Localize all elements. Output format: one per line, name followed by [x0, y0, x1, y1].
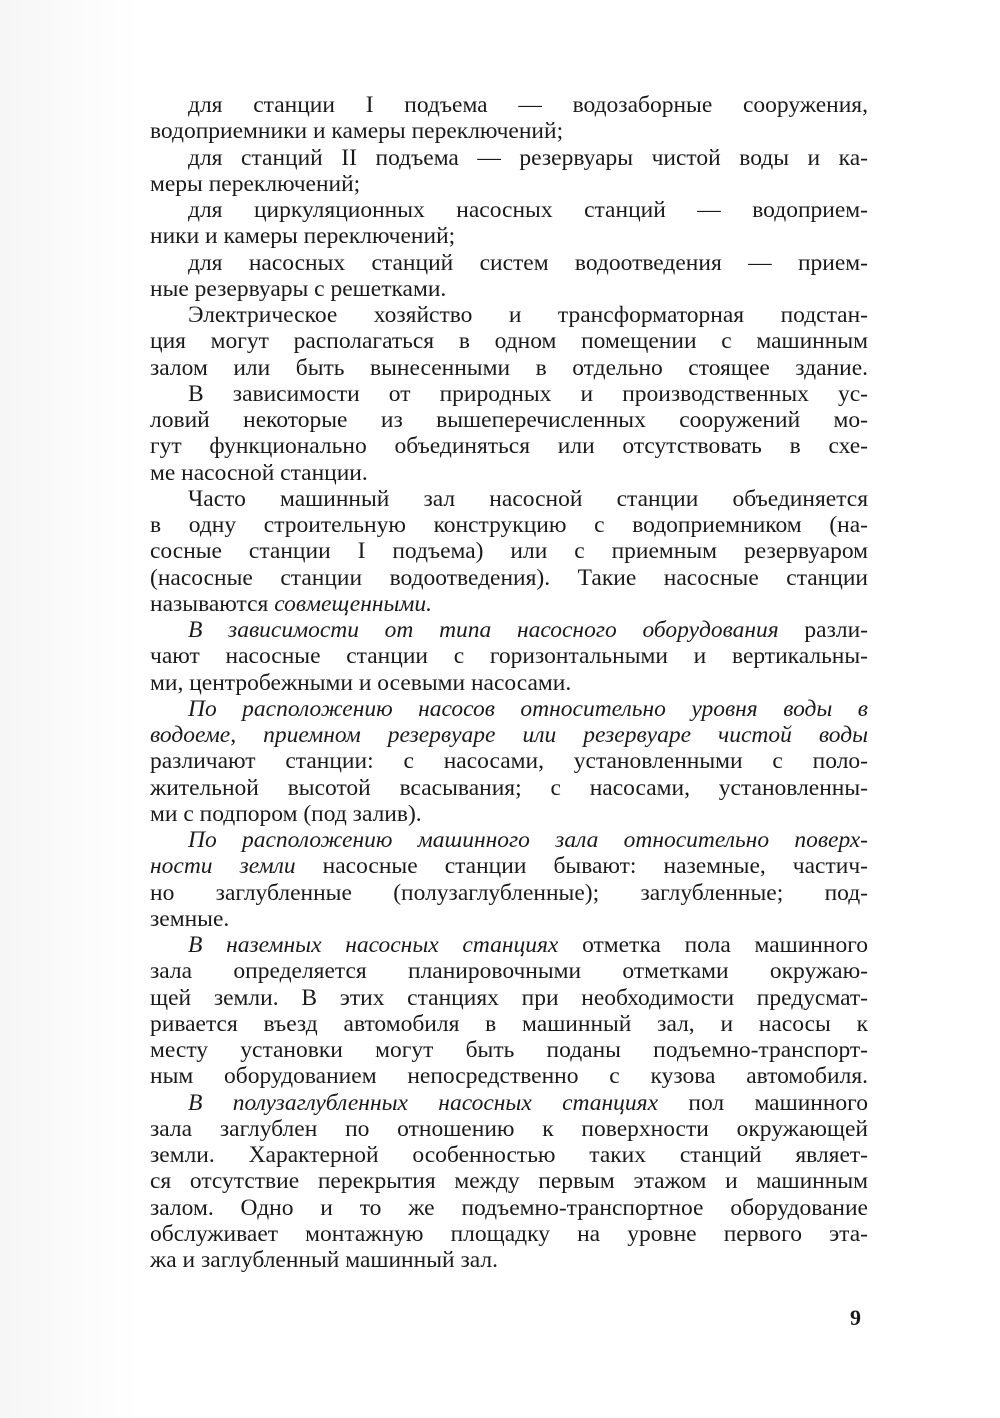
text-line: месту установки могут быть поданы подъемно-транспорт-	[150, 1037, 868, 1063]
text-segment: пол машинного	[658, 1089, 868, 1116]
text-line: ся отсутствие перекрытия между первым этажом и машинным	[150, 1168, 868, 1195]
page-number: 9	[850, 1305, 861, 1330]
text-line: Электрическое хозяйство и трансформаторная подстан-	[188, 302, 868, 328]
italic-term: совмещенными.	[274, 590, 433, 617]
text-segment: насосные станции бывают: наземные, частич-	[295, 853, 868, 880]
italic-term: По расположению машинного зала относительно поверх-	[188, 827, 868, 853]
text-line: залом. Одно и то же подъемно-транспортное оборудование	[150, 1194, 868, 1221]
text-line: ные резервуары с решетками.	[150, 275, 447, 302]
text-line: для станции I подъема — водозаборные сооружения,	[188, 92, 868, 118]
text-line: для насосных станций систем водоотведения — прием-	[188, 249, 868, 276]
text-line: ми, центробежными и осевыми насосами.	[150, 669, 572, 696]
text-line: жа и заглубленный машинный зал.	[150, 1247, 498, 1273]
text-line: ным оборудованием непосредственно с кузова автомобиля.	[150, 1063, 868, 1090]
italic-term: В полузаглубленных насосных станциях	[188, 1089, 659, 1116]
text-segment: разли-	[778, 617, 868, 643]
text-line: в одну строительную конструкцию с водоприемником (на-	[150, 512, 868, 538]
scan-margin-shade	[0, 0, 140, 1418]
text-line: ловий некоторые из вышеперечисленных сооружений мо-	[150, 407, 868, 433]
text-line: для станций II подъема — резервуары чистой воды и ка-	[188, 144, 868, 171]
body-text	[150, 92, 868, 1273]
text-line: различают станции: с насосами, установленными с поло-	[150, 748, 868, 775]
text-line: жительной высотой всасывания; с насосами, установленны-	[150, 774, 868, 801]
text-line: сосные станции I подъема) или с приемным резервуаром	[150, 538, 868, 565]
text-line: земные.	[150, 905, 230, 932]
text-line: водоприемники и камеры переключений;	[150, 118, 564, 145]
text-line: (насосные станции водоотведения). Такие насосные станции	[150, 564, 868, 591]
text-line: зала заглублен по отношению к поверхности окружающей	[150, 1115, 868, 1142]
text-line: обслуживает монтажную площадку на уровне первого эта-	[150, 1220, 868, 1247]
text-line	[150, 696, 868, 722]
text-line: меры переключений;	[150, 170, 361, 197]
text-line: для циркуляционных насосных станций — водоприем-	[188, 197, 868, 223]
text-line: залом или быть вынесенными в отдельно стоящее здание.	[150, 354, 868, 381]
text-line: ники и камеры переключений;	[150, 223, 456, 250]
text-line: щей земли. В этих станциях при необходимости предусмат-	[150, 984, 868, 1011]
text-line	[150, 1090, 868, 1116]
italic-term: По расположению насосов относительно уровня воды в	[188, 695, 868, 722]
italic-term: В наземных насосных станциях	[188, 932, 559, 958]
text-line: ме насосной станции.	[150, 459, 368, 486]
text-line: ривается въезд автомобиля в машинный зал, и насосы к	[150, 1010, 868, 1037]
text-line: гут функционально объединяться или отсутствовать в схе-	[150, 433, 868, 460]
text-line	[150, 932, 868, 958]
text-line	[150, 617, 868, 643]
italic-term: водоеме, приемном резервуаре или резервуаре чистой воды	[150, 722, 868, 748]
text-line: земли. Характерной особенностью таких станций являет-	[150, 1142, 868, 1168]
text-line: но заглубленные (полузаглубленные); заглубленные; под-	[150, 879, 868, 906]
text-line: ция могут располагаться в одном помещении с машинным	[150, 328, 868, 355]
italic-term: ности земли	[150, 853, 296, 880]
text-line: В зависимости от природных и производственных ус-	[188, 380, 868, 407]
text-line	[150, 827, 868, 853]
italic-term: В зависимости от типа насосного оборудования	[188, 617, 779, 643]
text-line: зала определяется планировочными отметками окружаю-	[150, 958, 868, 985]
text-line: ми с подпором (под залив).	[150, 800, 422, 827]
text-line	[150, 722, 868, 748]
text-segment: отметка пола машинного	[558, 932, 869, 958]
text-line: Часто машинный зал насосной станции объединяется	[188, 485, 868, 512]
text-line: чают насосные станции с горизонтальными и вертикальны-	[150, 643, 868, 670]
text-segment: называются	[150, 590, 275, 617]
text-line	[150, 591, 868, 617]
text-line	[150, 853, 868, 879]
